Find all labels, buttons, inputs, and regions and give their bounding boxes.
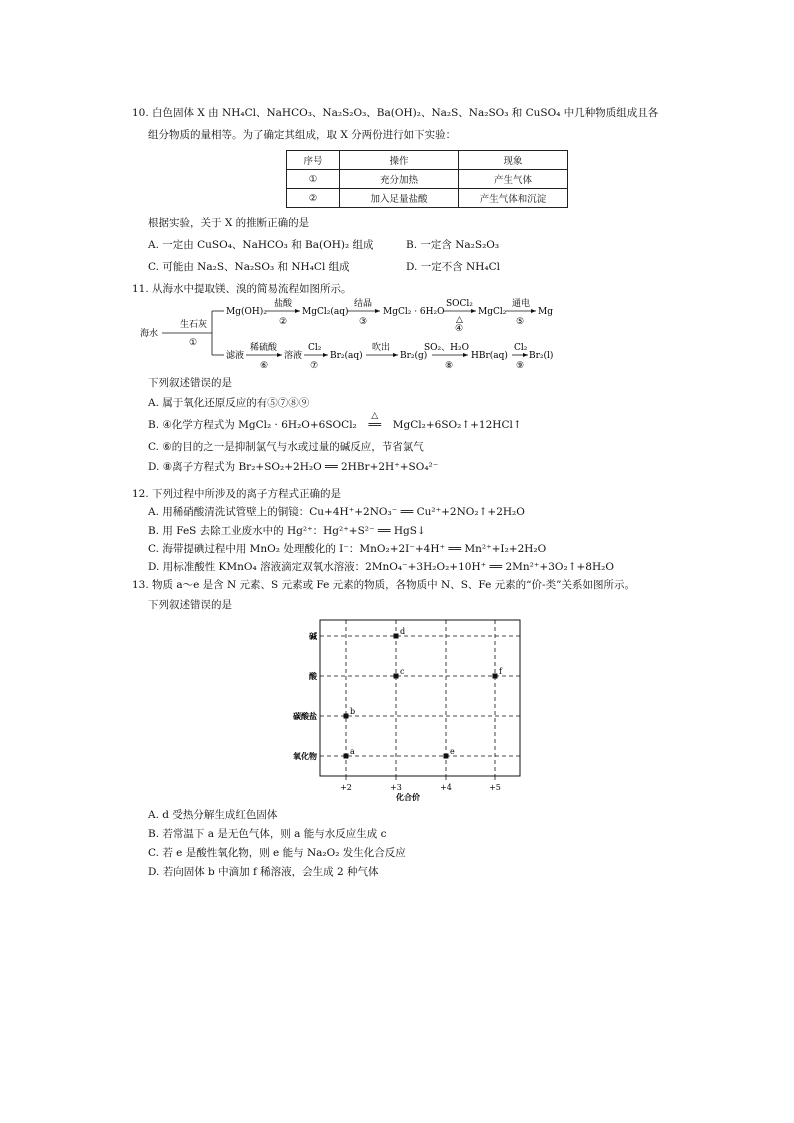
table-cell: 充分加热 [340,170,459,189]
graph-point-a [344,754,349,759]
table-cell: 加入足量盐酸 [340,189,459,208]
flow-mgoh2: Mg(OH)₂ [226,307,267,317]
q11-option-a: A. 属于氧化还原反应的有⑤⑦⑧⑨ [148,397,310,409]
q12-stem: 12. 下列过程中所涉及的离子方程式正确的是 [132,488,342,500]
q12-option-a: A. 用稀硝酸清洗试管壁上的铜镜：Cu+4H⁺+2NO₃⁻ ══ Cu²⁺+2NO₂↑+2H₂O [148,506,525,518]
table-header-cell: 操作 [340,151,459,170]
x-tick-label: +5 [489,783,501,792]
flow-label-lime: 生石灰 [180,320,208,330]
x-tick-label: +2 [340,783,352,792]
arrowhead [323,353,328,357]
flow-step-5: ⑤ [516,317,525,327]
q13-option-d: D. 若向固体 b 中滴加 f 稀溶液，会生成 2 种气体 [148,866,379,878]
q10-ask: 根据实验，关于 X 的推断正确的是 [148,217,310,229]
y-tick-label: 碳酸盐 [293,711,317,721]
flow-br2-l: Br₂(l) [529,351,554,361]
arrowhead [295,309,300,313]
flow-label-cl2-second: Cl₂ [514,343,528,353]
q12-option-b: B. 用 FeS 去除工业废水中的 Hg²⁺：Hg²⁺+S²⁻ ══ HgS↓ [148,525,426,537]
graph-point-label-a: a [350,747,355,756]
q11-option-b-right: MgCl₂+6SO₂↑+12HCl↑ [392,419,522,431]
flow-seawater: 海水 [140,329,159,339]
q10-option-b: B. 一定含 Na₂S₂O₃ [406,239,500,251]
q13-option-a: A. d 受热分解生成红色固体 [148,809,278,821]
flow-solution: 溶液 [284,351,303,361]
flow-step-2: ② [279,317,288,327]
flow-br2-g: Br₂(g) [400,351,428,361]
arrowhead [393,353,398,357]
heat-symbol: △ [371,411,379,421]
graph-point-label-f: f [499,667,502,676]
q13-stem-line1: 13. 物质 a～e 是含 N 元素、S 元素或 Fe 元素的物质，各物质中 N、S、Fe 元素的“价-类”关系如图所示。 [132,579,635,591]
flow-step-9: ⑨ [516,361,525,370]
arrowhead [375,309,380,313]
arrowhead [523,353,528,357]
flow-step-6: ⑥ [260,361,269,370]
arrowhead [277,353,282,357]
flow-label-socl2: SOCl₂ [446,299,473,309]
flow-mg: Mg [538,307,553,317]
table-cell: ① [287,170,340,189]
extraction-flow-diagram [140,296,560,370]
graph-point-d [394,634,399,639]
y-tick-label: 酸 [309,671,317,681]
table-cell: ② [287,189,340,208]
flow-mgcl2: MgCl₂ [478,307,507,317]
graph-point-f [493,674,498,679]
arrowhead [531,309,536,313]
q11-stem: 11. 从海水中提取镁、溴的简易流程如图所示。 [132,283,352,295]
q13-option-b: B. 若常温下 a 是无色气体，则 a 能与水反应生成 c [148,828,387,840]
graph-point-c [394,674,399,679]
table-cell: 产生气体 [459,170,568,189]
graph-point-e [444,754,449,759]
flow-br2-aq: Br₂(aq) [330,351,363,361]
x-tick-label: +4 [440,783,452,792]
graph-x-labels [340,783,501,792]
q10-option-d: D. 一定不含 NH₄Cl [406,261,501,273]
flow-step-4: ④ [455,324,464,334]
flow-label-h2so4: 稀硫酸 [250,343,278,353]
q11-option-b [148,411,522,432]
heat-equals-sign: △ ══ [357,418,393,432]
flow-hbr-aq: HBr(aq) [471,351,508,361]
flow-label-hcl: 盐酸 [274,299,293,309]
table-row [287,189,568,208]
table-row [287,170,568,189]
y-tick-label: 氧化物 [293,751,317,761]
table-cell: 产生气体和沉淀 [459,189,568,208]
flow-label-blow: 吹出 [372,343,391,353]
q10-stem-line2: 组分物质的量相等。为了确定其组成，取 X 分两份进行如下实验： [148,129,457,141]
q10-stem-line1: 10. 白色固体 X 由 NH₄Cl、NaHCO₃、Na₂S₂O₃、Ba(OH)₂、Na₂S、Na₂SO₃ 和 CuSO₄ 中几种物质组成且各 [132,107,659,119]
graph-x-title: 化合价 [396,792,420,802]
graph-grid [320,620,520,780]
flow-filtrate: 滤液 [226,351,245,361]
q10-option-a: A. 一定由 CuSO₄、NaHCO₃ 和 Ba(OH)₂ 组成 [148,239,374,251]
graph-point-label-b: b [350,707,356,716]
table-header-row [287,151,568,170]
flow-label-electrolysis: 通电 [512,299,531,309]
flow-label-cl2: Cl₂ [308,343,322,353]
valence-class-graph [290,612,530,804]
flow-label-so2-h2o: SO₂、H₂O [424,343,469,353]
q12-option-d: D. 用标准酸性 KMnO₄ 溶液滴定双氧水溶液：2MnO₄⁻+3H₂O₂+10H⁺ ══ 2Mn²⁺+3O₂↑+8H₂O [148,561,614,573]
q10-experiment-table [286,150,568,208]
y-tick-label: 碱 [309,631,317,641]
flow-mgcl2-aq: MgCl₂(aq) [302,307,349,317]
graph-point-label-c: c [400,667,405,676]
q13-option-c: C. 若 e 是酸性氧化物，则 e 能与 Na₂O₂ 发生化合反应 [148,847,406,859]
q13-stem-line2: 下列叙述错误的是 [148,599,232,611]
flow-heat-symbol: △ [456,315,463,325]
flow-label-crystallize: 结晶 [354,299,373,309]
graph-point-label-e: e [450,747,455,756]
q11-option-c: C. ⑥的目的之一是抑制氯气与水或过量的碱反应，节省氯气 [148,441,424,453]
q11-ask: 下列叙述错误的是 [148,377,232,389]
flow-step-1: ① [189,338,198,348]
table-header-cell: 现象 [459,151,568,170]
flow-step-3: ③ [359,317,368,327]
graph-point-label-d: d [400,627,406,636]
arrowhead [463,353,468,357]
flow-step-7: ⑦ [310,361,319,370]
arrowhead [471,309,476,313]
graph-y-labels [293,631,318,761]
q11-option-d: D. ⑧离子方程式为 Br₂+SO₂+2H₂O ══ 2HBr+2H⁺+SO₄²⁻ [148,461,439,473]
table-header-cell: 序号 [287,151,340,170]
flow-step-8: ⑧ [445,361,454,370]
q11-option-b-left: B. ④化学方程式为 MgCl₂ · 6H₂O+6SOCl₂ [148,419,357,431]
q10-option-c: C. 可能由 Na₂S、Na₂SO₃ 和 NH₄Cl 组成 [148,261,350,273]
flow-hydrate: MgCl₂ · 6H₂O [383,307,445,317]
graph-point-b [344,714,349,719]
graph-points [344,627,504,759]
q12-option-c: C. 海带提碘过程中用 MnO₂ 处理酸化的 I⁻：MnO₂+2I⁻+4H⁺ ══ Mn²⁺+I₂+2H₂O [148,543,547,555]
x-tick-label: +3 [390,783,402,792]
